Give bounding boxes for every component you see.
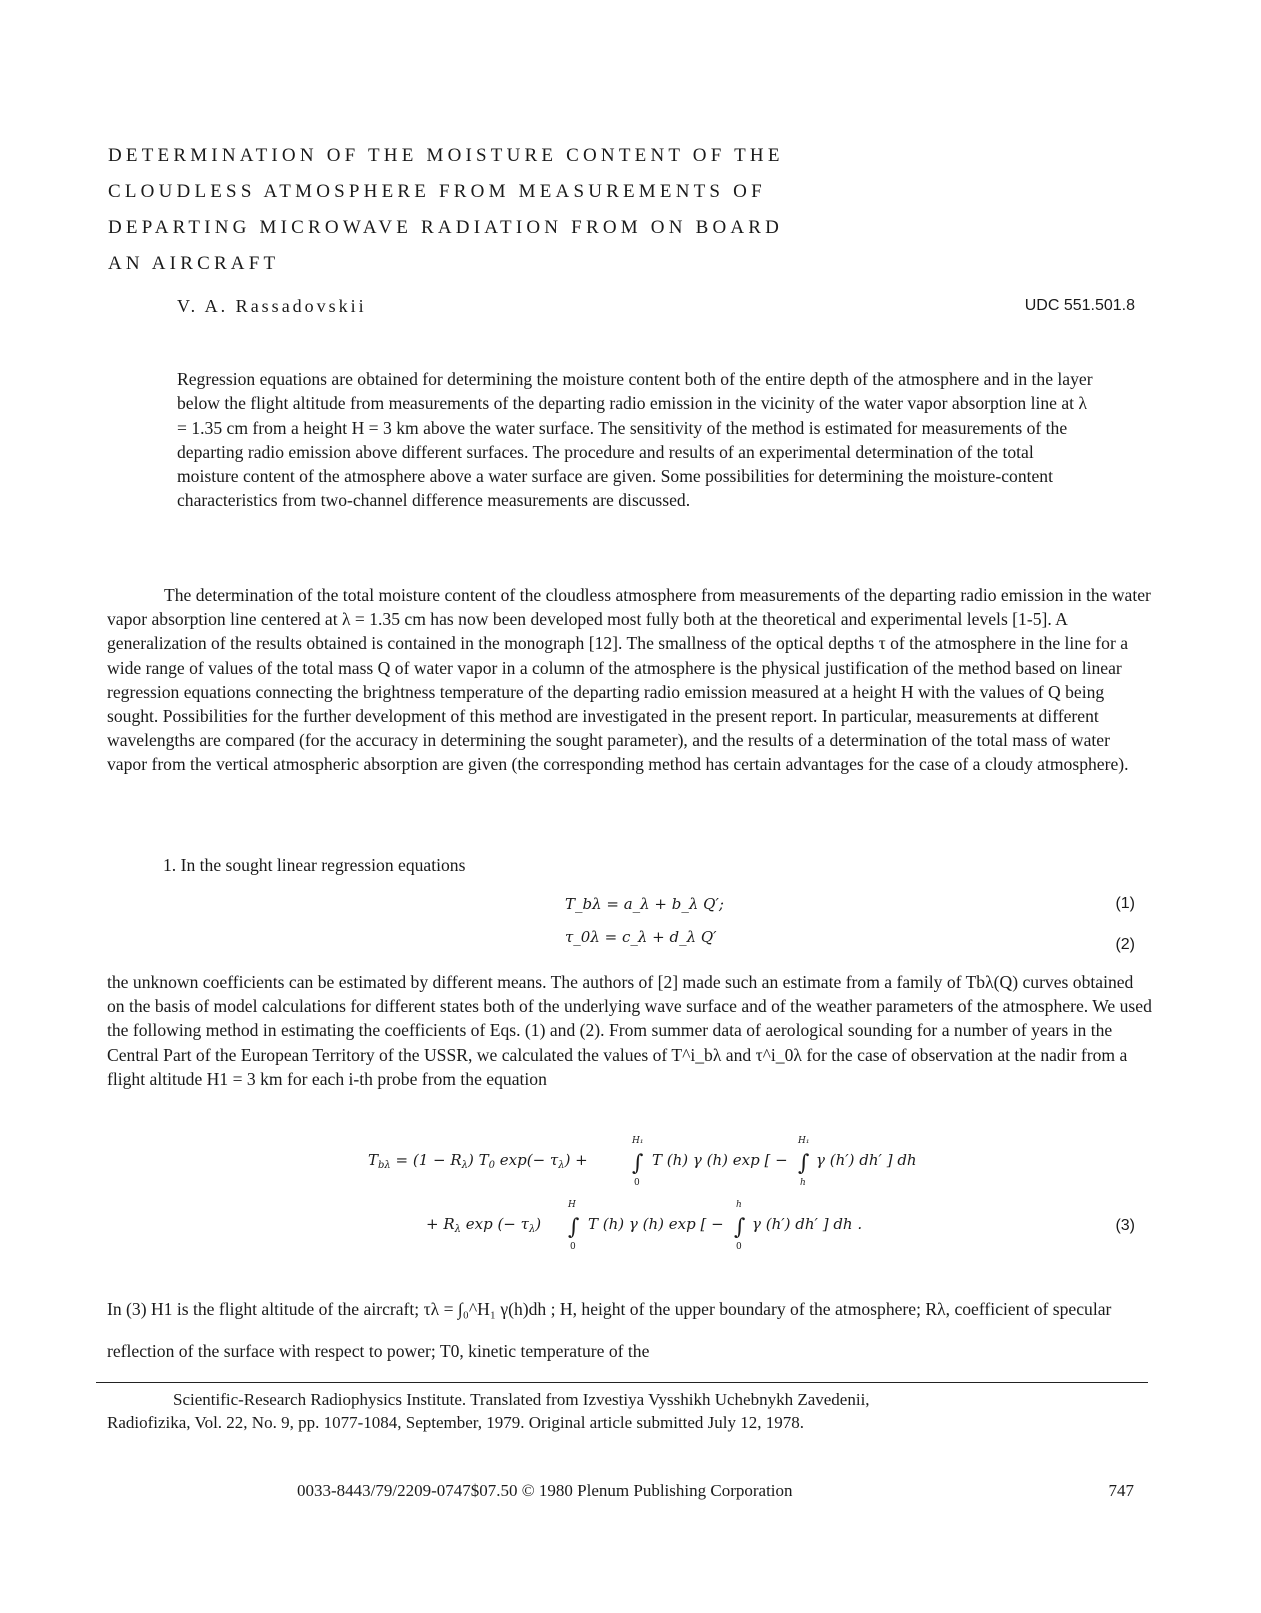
svg-text:H₁: H₁ bbox=[632, 1136, 644, 1146]
paper-title bbox=[108, 138, 888, 282]
footnote-line: Scientific-Research Radiophysics Institute. Translated from Izvestiya Vysshikh Uchebnykh Zavedenii, bbox=[173, 1390, 870, 1409]
svg-text:0: 0 bbox=[736, 1242, 742, 1252]
footnote-divider bbox=[96, 1382, 1148, 1383]
svg-text:∫: ∫ bbox=[734, 1215, 746, 1240]
title-line: DETERMINATION OF THE MOISTURE CONTENT OF THE bbox=[108, 145, 784, 166]
udc-code: UDC 551.501.8 bbox=[1024, 297, 1135, 314]
equation-3-number: (3) bbox=[1115, 1217, 1135, 1234]
equation-3 bbox=[360, 1125, 920, 1255]
equation-1-number: (1) bbox=[1115, 895, 1135, 912]
svg-text:H: H bbox=[568, 1200, 576, 1210]
svg-text:+ Rλ exp (− τλ): + $R_\lambda$ exp (− $\tau_\lambda$) bbox=[426, 1215, 542, 1235]
svg-text:γ (h′) dh′ ] dh: γ (h′) dh′ ] dh bbox=[816, 1151, 917, 1169]
svg-text:γ (h′) dh′ ] dh .: γ (h′) dh′ ] dh . bbox=[752, 1215, 863, 1233]
svg-text:T (h) γ (h) exp [ −: T (h) γ (h) exp [ − bbox=[652, 1151, 788, 1169]
paragraph-method: the unknown coefficients can be estimated by different means. The authors of [2] made such an estimate from a family of Tbλ(Q) curves obtained on the basis of model calculations for different states both of the underlying wave surface and of the weather parameters of the atmosphere. We used the following method in estimating the coefficients of Eqs. (1) and (2). From summer data of aerological sounding for a number of years in the Central Part of the European Territory of the USSR, we calculated the values of T^i_bλ and τ^i_0λ for the case of observation at the nadir from a flight altitude H1 = 3 km for each i-th probe from the equation bbox=[107, 972, 1152, 1089]
equation-2: τ_0λ = c_λ + d_λ Q′ bbox=[565, 928, 717, 946]
svg-text:0: 0 bbox=[570, 1242, 576, 1252]
svg-text:0: 0 bbox=[634, 1178, 640, 1188]
title-line: CLOUDLESS ATMOSPHERE FROM MEASUREMENTS OF bbox=[108, 181, 766, 202]
svg-text:H₁: H₁ bbox=[798, 1136, 810, 1146]
footnote bbox=[107, 1388, 1147, 1434]
footnote-line: Radiofizika, Vol. 22, No. 9, pp. 1077-1084, September, 1979. Original article submitted July 12, 1978. bbox=[107, 1413, 805, 1432]
page-number: 747 bbox=[1108, 1481, 1134, 1500]
svg-text:h: h bbox=[800, 1178, 806, 1188]
svg-text:Tbλ = (1 − Rλ) T0 exp(− τλ) +: $T_{b\lambda} = (1 - R_\lambda)$ $T_0$ $\exp(- \tau_\lambda)$ + bbox=[368, 1151, 588, 1171]
copyright-line: 0033-8443/79/2209-0747$07.50 © 1980 Plenum Publishing Corporation bbox=[297, 1481, 793, 1500]
title-line: DEPARTING MICROWAVE RADIATION FROM ON BOARD bbox=[108, 217, 784, 238]
svg-text:T (h) γ (h) exp [ −: T (h) γ (h) exp [ − bbox=[588, 1215, 724, 1233]
paragraph-definitions: In (3) H1 is the flight altitude of the aircraft; τλ = ∫₀^H₁ γ(h)dh ; H, height of the upper boundary of the atmosphere; Rλ, coefficient of specular reflection of the surface with respect to power; T0, kinetic temperature of the bbox=[107, 1299, 1112, 1361]
equation-2-number: (2) bbox=[1115, 936, 1135, 953]
abstract: Regression equations are obtained for determining the moisture content both of the entire depth of the atmosphere and in the layer below the flight altitude from measurements of the departing radio emission in the vicinity of the water vapor absorption line at λ = 1.35 cm from a height H = 3 km above the water surface. The sensitivity of the method is estimated for measurements of the departing radio emission above different surfaces. The procedure and results of an experimental determination of the total moisture content of the atmosphere above a water surface are given. Some possibilities for determining the moisture-content characteristics from two-channel difference measurements are discussed. bbox=[177, 369, 1093, 511]
svg-text:∫: ∫ bbox=[568, 1215, 580, 1240]
paragraph-intro: The determination of the total moisture content of the cloudless atmosphere from measurements of the departing radio emission in the water vapor absorption line centered at λ = 1.35 cm has now been developed most fully both at the theoretical and experimental levels [1-5]. A generalization of the results obtained is contained in the monograph [12]. The smallness of the optical depths τ of the atmosphere in the line for a wide range of values of the total mass Q of water vapor in a column of the atmosphere is the physical justification of the method based on linear regression equations connecting the brightness temperature of the departing radio emission measured at a height H with the values of Q being sought. Possibilities for the further development of this method are investigated in the present report. In particular, measurements at different wavelengths are compared (for the accuracy in determining the sought parameter), and the results of a determination of the total mass of water vapor from the vertical atmospheric absorption are given (the corresponding method has certain advantages for the case of a cloudy atmosphere). bbox=[107, 585, 1151, 775]
section-1-lead: 1. In the sought linear regression equations bbox=[163, 855, 466, 875]
title-line: AN AIRCRAFT bbox=[108, 253, 280, 274]
author: V. A. Rassadovskii bbox=[177, 296, 367, 316]
svg-text:∫: ∫ bbox=[798, 1151, 810, 1176]
svg-text:∫: ∫ bbox=[632, 1151, 644, 1176]
equation-1: T_bλ = a_λ + b_λ Q′; bbox=[565, 895, 724, 913]
svg-text:h: h bbox=[736, 1200, 742, 1210]
